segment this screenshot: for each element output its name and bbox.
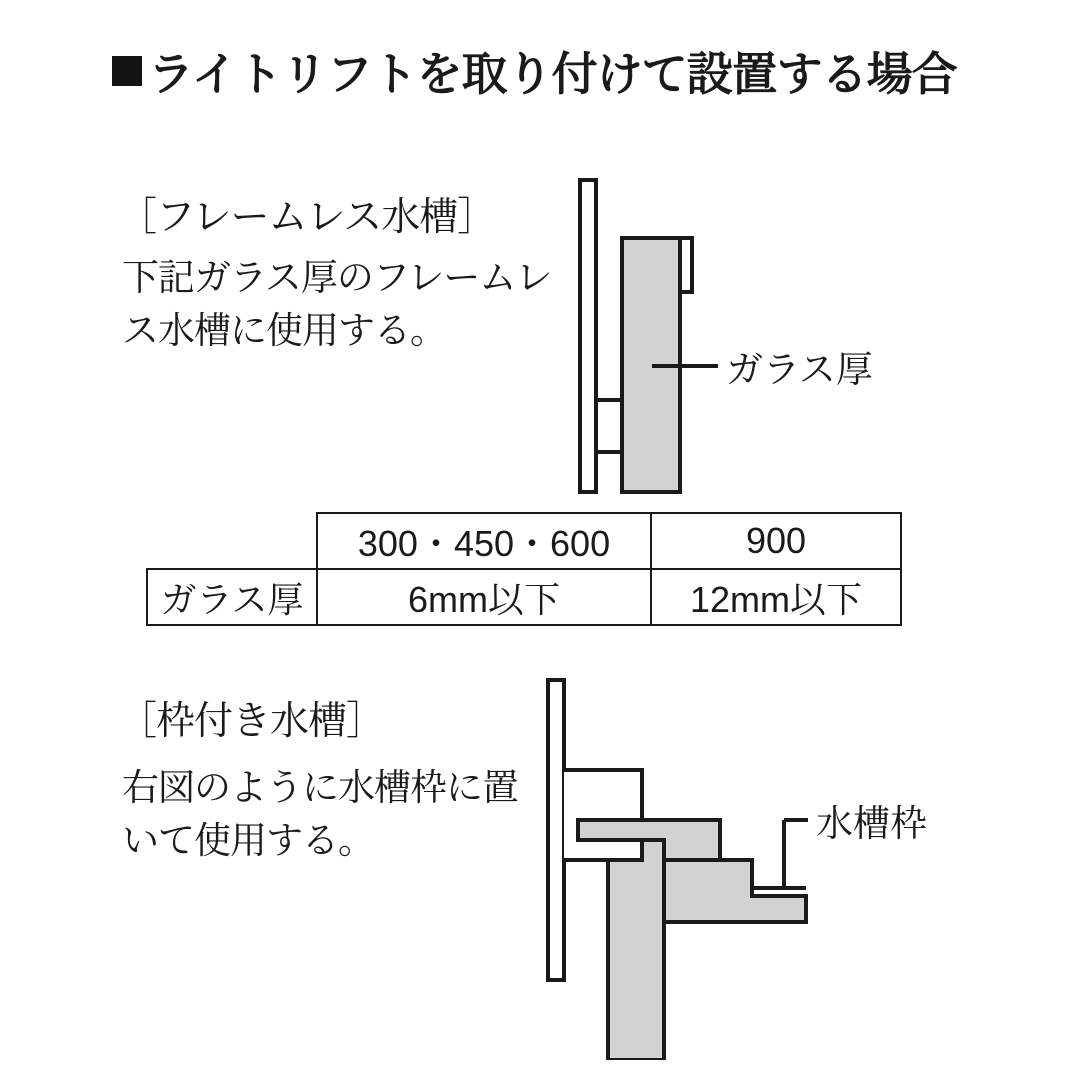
section-frameless-title: ［フレームレス水槽］ — [118, 196, 496, 239]
table-row — [147, 513, 901, 569]
page-title-text: ライトリフトを取り付けて設置する場合 — [148, 48, 957, 100]
section-framed-title: ［枠付き水槽］ — [118, 700, 385, 743]
table-cell-thickness-large: 12mm以下 — [651, 569, 901, 625]
diagram-framed-tank — [520, 670, 960, 1060]
diagram-frameless-tank — [540, 170, 960, 500]
table-header-sizes-large: 900 — [651, 513, 901, 569]
section-framed-body: 右図のように水槽枠に置いて使用する。 — [122, 767, 518, 861]
table-header-sizes-small: 300・450・600 — [317, 513, 651, 569]
glass-thickness-table — [146, 512, 902, 626]
table-row — [147, 569, 901, 625]
table-cell-empty — [147, 513, 317, 569]
table-cell-thickness-small: 6mm以下 — [317, 569, 651, 625]
table-row-label: ガラス厚 — [147, 569, 317, 625]
square-bullet-icon — [112, 56, 142, 86]
section-frameless-body: 下記ガラス厚のフレームレス水槽に使用する。 — [122, 257, 552, 351]
callout-tank-frame: 水槽枠 — [816, 803, 927, 844]
page-title — [112, 38, 957, 104]
callout-glass-thickness: ガラス厚 — [726, 349, 873, 390]
